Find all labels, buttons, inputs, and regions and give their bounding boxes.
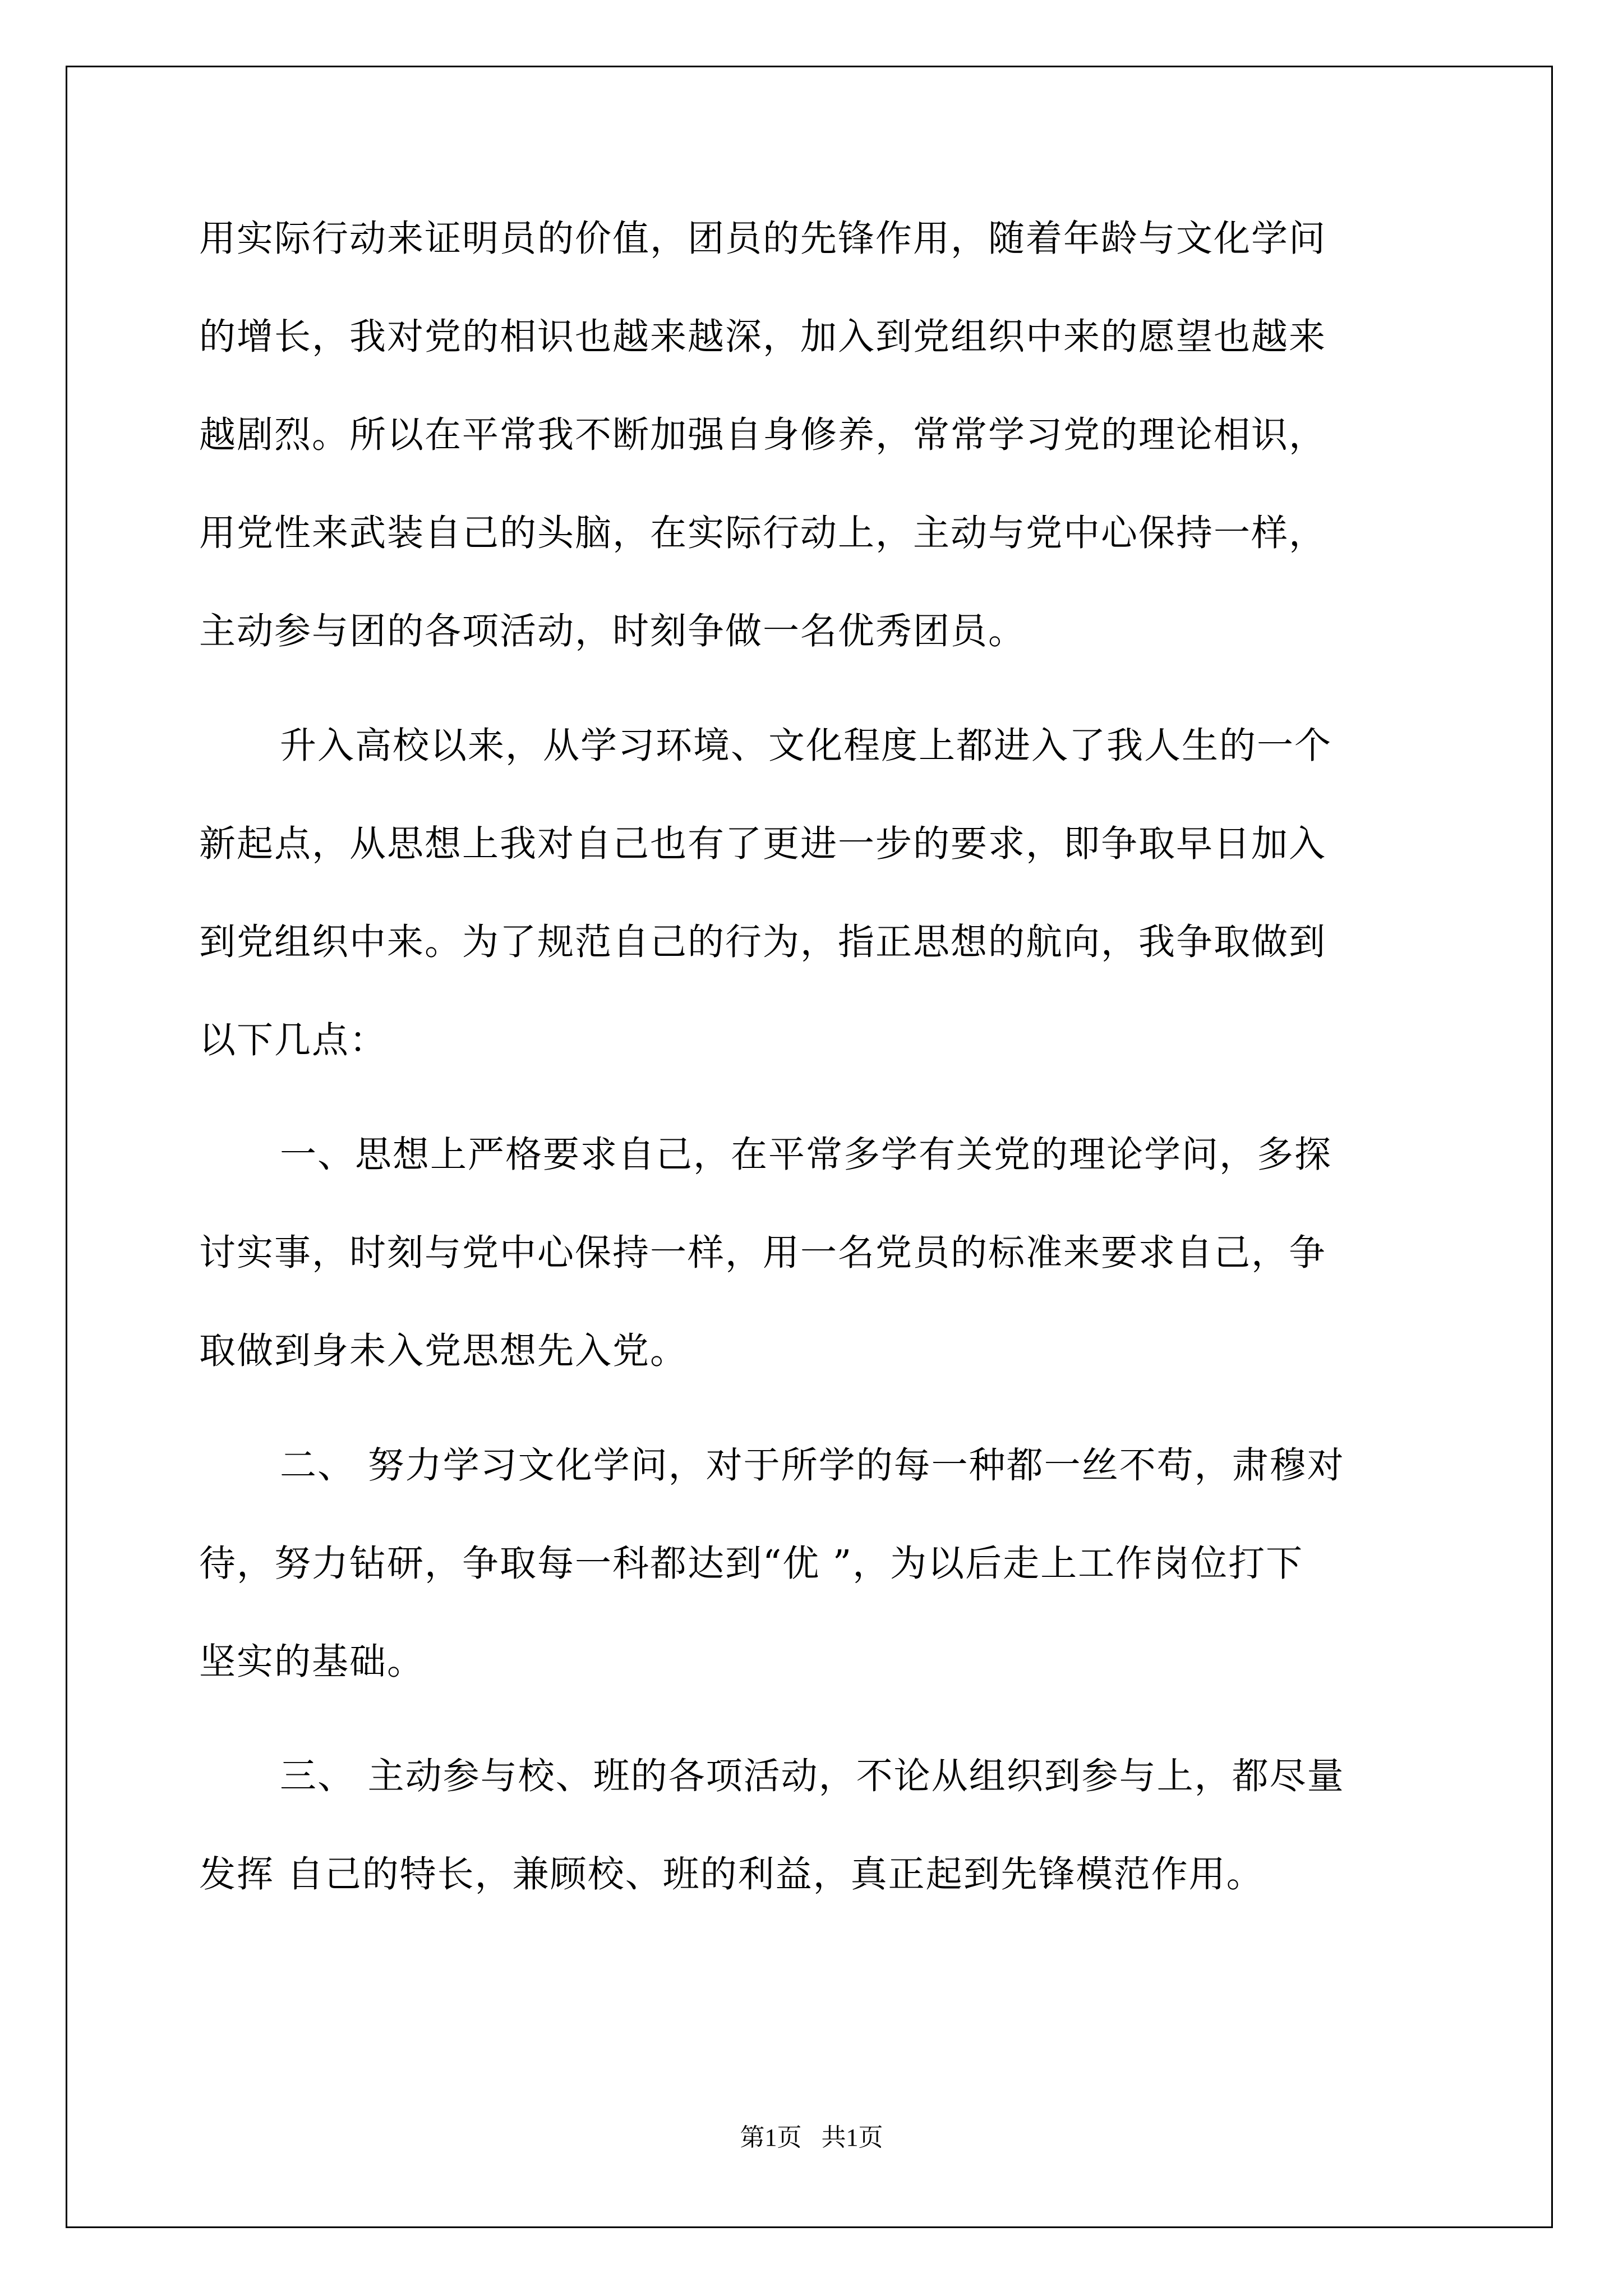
paragraph-4-line-2: 待，努力钻研，争取每一科都达到“优 ”，为以后走上工作岗位打下 — [199, 1543, 1304, 1585]
paragraph-5-line-1: 三、 主动参与校、班的各项活动，不论从组织到参与上，都尽量 — [280, 1755, 1345, 1797]
page-number: 第1页 — [740, 2124, 802, 2151]
paragraph-2-line-2: 新起点，从思想上我对自己也有了更进一步的要求，即争取早日加入 — [199, 823, 1327, 865]
document-body — [199, 213, 1424, 1901]
paragraph-4-line-3: 坚实的基础。 — [199, 1641, 425, 1683]
paragraph-5-line-2: 发挥 自己的特长，兼顾校、班的利益，真正起到先锋模范作用。 — [199, 1853, 1264, 1895]
paragraph-3-line-1: 一、思想上严格要求自己，在平常多学有关党的理论学问，多探 — [280, 1134, 1332, 1176]
paragraph-2-line-4: 以下几点： — [199, 1019, 388, 1061]
paragraph-2-line-1: 升入高校以来，从学习环境、文化程度上都进入了我人生的一个 — [280, 725, 1332, 767]
page-footer — [0, 2123, 1623, 2152]
paragraph-1-line-1: 用实际行动来证明员的价值，团员的先锋作用，随着年龄与文化学问 — [199, 218, 1327, 260]
page-total: 共1页 — [821, 2124, 883, 2151]
paragraph-3-line-3: 取做到身未入党思想先入党。 — [199, 1330, 688, 1372]
paragraph-1-line-2: 的增长，我对党的相识也越来越深，加入到党组织中来的愿望也越来 — [199, 316, 1327, 358]
paragraph-2-line-3: 到党组织中来。为了规范自己的行为，指正思想的航向，我争取做到 — [199, 921, 1327, 963]
paragraph-1-line-3: 越剧烈。所以在平常我不断加强自身修养，常常学习党的理论相识， — [199, 414, 1327, 456]
paragraph-3-line-2: 讨实事，时刻与党中心保持一样，用一名党员的标准来要求自己，争 — [199, 1232, 1327, 1274]
paragraph-4-line-1: 二、 努力学习文化学问，对于所学的每一种都一丝不苟，肃穆对 — [280, 1444, 1345, 1487]
paragraph-1-line-5: 主动参与团的各项活动，时刻争做一名优秀团员。 — [199, 610, 1026, 652]
paragraph-1-line-4: 用党性来武装自己的头脑，在实际行动上，主动与党中心保持一样， — [199, 512, 1327, 554]
